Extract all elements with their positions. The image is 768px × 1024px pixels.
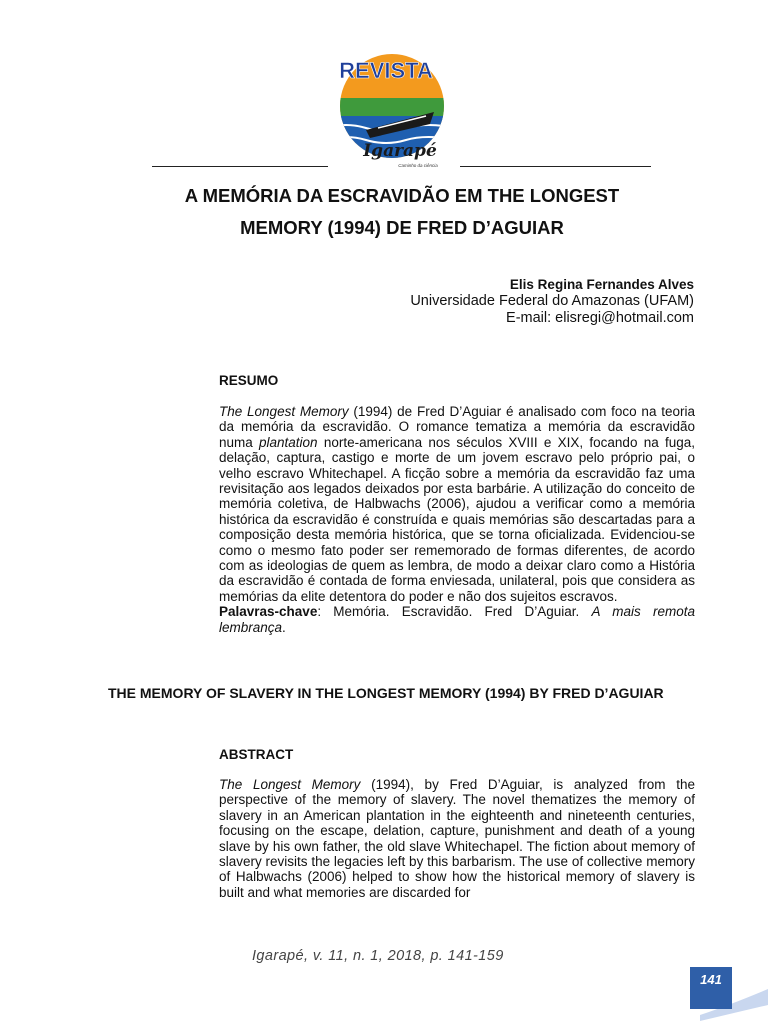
keywords-end: . <box>282 619 286 635</box>
abstract-heading: ABSTRACT <box>219 747 294 762</box>
author-email: E-mail: elisregi@hotmail.com <box>506 310 694 326</box>
logo-caption: Caminho da ciência <box>398 163 438 168</box>
title-line-1: A MEMÓRIA DA ESCRAVIDÃO EM THE LONGEST <box>184 185 620 206</box>
abstract-paragraph <box>219 777 695 900</box>
logo-brand-text: REVISTA <box>339 58 433 83</box>
resumo-heading: RESUMO <box>219 373 279 388</box>
author-institution: Universidade Federal do Amazonas (UFAM) <box>410 293 694 309</box>
revista-igarape-logo <box>326 46 456 171</box>
article-title <box>100 180 704 244</box>
title-line-2: MEMORY (1994) DE FRED D’AGUIAR <box>240 217 564 238</box>
resumo-text-2: norte-americana nos séculos XVIII e XIX, focando na fuga, delação, captura, castigo e morte de um jovem escravo pelo próprio pai, o velho escravo Whitechapel. A ficção sobre a memória da escravidão faz uma revisitação aos legados deixados por esta barbárie. A utilização do conceito de memória coletiva, de Halbwachs (2006), ajudou a verificar como a memória histórica da escravidão é construída e quais memórias são descartadas para a composição desta memória histórica, que se torna oficializada. Evidenciou-se como o mesmo fato poder ser rememorado de formas diferentes, de acordo com as ideologias de quem as lembra, de modo a deixar claro como a História da escravidão é contada de forma enviesada, unilateral, pois que considera as memórias da elite detentora do poder e não dos sujeitos escravos. <box>219 434 695 604</box>
resumo-paragraph <box>219 404 695 635</box>
header-rule-right <box>460 166 651 167</box>
resumo-italic-title: The Longest Memory <box>219 404 349 419</box>
keywords-italic: A mais remota lembrança <box>219 604 695 635</box>
page-number-box <box>690 967 732 1009</box>
abstract-text: (1994), by Fred D’Aguiar, is analyzed from the perspective of the memory of slavery. The novel thematizes the memory of slavery in an American plantation in the eighteenth and nineteenth centuries, focusing on the escape, delation, capture, punishment and death of a young slave by his own father, the old slave Whitechapel. The fiction about memory of slavery revisits the legacies left by this barbarism. The use of collective memory of Halbwachs (2006) helped to show how the historical memory of slavery is built and what memories are discarded for <box>219 777 695 900</box>
footer-citation: Igarapé, v. 11, n. 1, 2018, p. 141-159 <box>252 948 504 964</box>
resumo-text-1: (1994) de Fred D’Aguiar é analisado com foco na teoria da memória da escravidão. O romance tematiza a memória da escravidão numa <box>219 404 695 450</box>
keywords-label: Palavras-chave <box>219 604 318 620</box>
resumo-italic-plantation: plantation <box>259 434 318 450</box>
author-name: Elis Regina Fernandes Alves <box>509 277 694 292</box>
header-rule-left <box>152 166 328 167</box>
english-title: THE MEMORY OF SLAVERY IN THE LONGEST MEMORY (1994) BY FRED D’AGUIAR <box>108 685 664 701</box>
page-number: 141 <box>700 972 722 987</box>
abstract-italic-title: The Longest Memory <box>219 777 361 792</box>
author-block <box>410 276 694 327</box>
keywords-text: : Memória. Escravidão. Fred D’Aguiar. <box>317 604 592 620</box>
logo-sub-text: Igarapé <box>363 141 437 161</box>
